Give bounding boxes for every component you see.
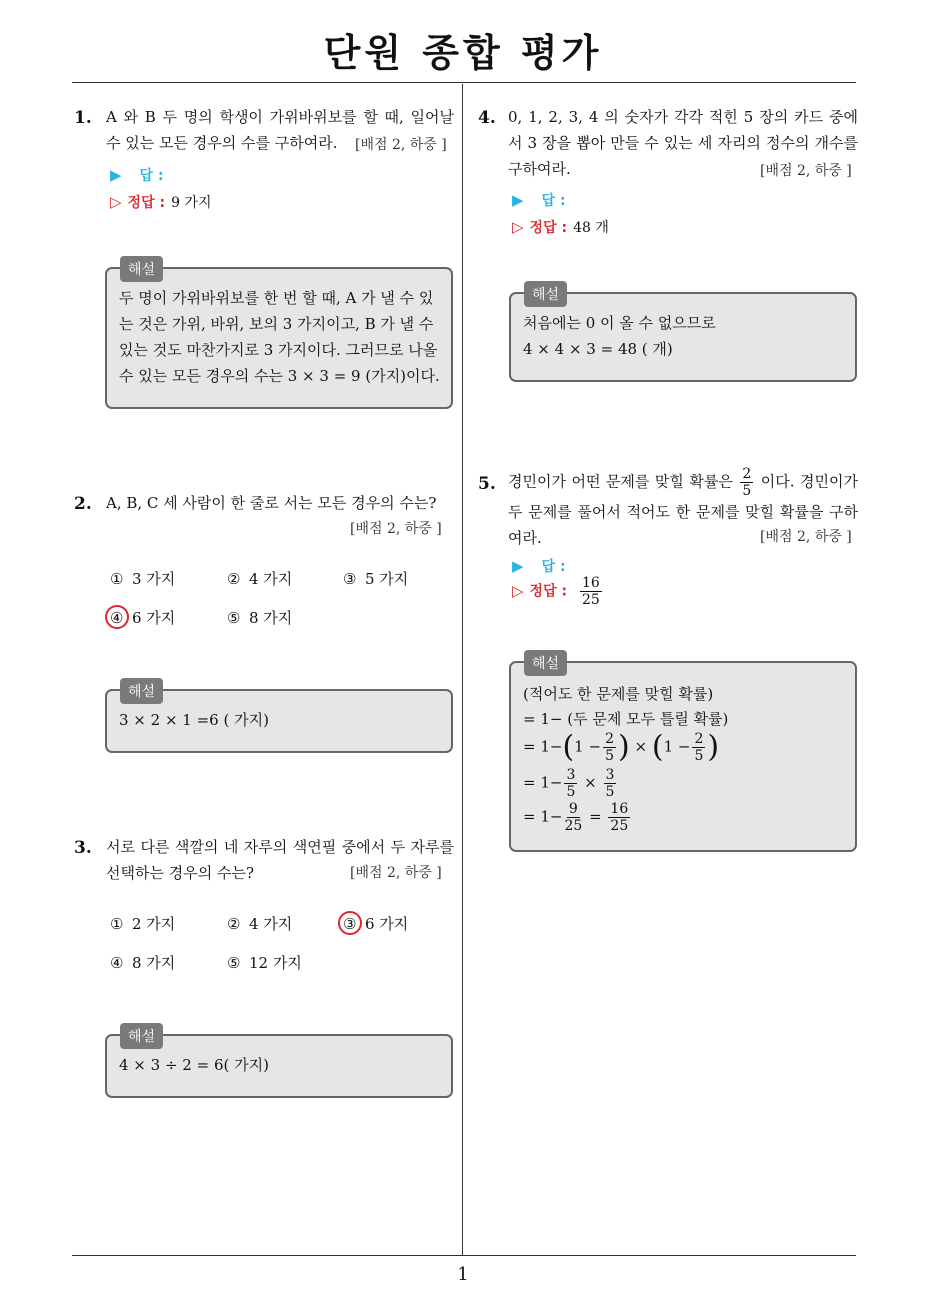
explanation-text: 4 × 3 ÷ 2 = 6( 가지) bbox=[119, 1056, 269, 1074]
question-text: 0, 1, 2, 3, 4 의 숫자가 각각 적힌 5 장의 카드 중에서 3 장을 뽑아 만들 수 있는 세 자리의 정수의 개수를 구하여라. bbox=[508, 108, 858, 178]
explanation-text: 두 명이 가위바위보를 한 번 할 때, A 가 낼 수 있는 것은 가위, 바위, 보의 3 가지이고, B 가 낼 수 있는 것도 마찬가지로 3 가지이다. 그러므로 나올 수 있는 모든 경우의 수는 3 × 3 = 9 (가지)이다. bbox=[119, 289, 440, 385]
question-number: 1. bbox=[74, 108, 92, 128]
explanation-box bbox=[509, 661, 857, 852]
correct-answer bbox=[512, 217, 609, 237]
correct-label: 정답 : bbox=[529, 220, 568, 236]
correct-arrow-icon: ▷ bbox=[110, 193, 122, 211]
explanation-line: 처음에는 0 이 올 수 없으므로 bbox=[523, 314, 716, 332]
page-title: 단원 종합 평가 bbox=[323, 31, 603, 75]
correct-answer bbox=[512, 575, 604, 608]
correct-value: 9 가지 bbox=[171, 195, 212, 211]
choice-1[interactable]: ① 3 가지 bbox=[110, 570, 176, 588]
choice-2[interactable]: ② 4 가지 bbox=[227, 915, 293, 933]
score-meta: [배점 2, 하중 ] bbox=[355, 137, 447, 153]
question-number: 5. bbox=[478, 474, 496, 494]
correct-value: 48 개 bbox=[573, 220, 609, 236]
column-divider bbox=[462, 84, 463, 1256]
explanation-line: = 1− $\frac{3}{5}$ × $\frac{3}{5}$ bbox=[523, 767, 615, 800]
score-meta: [배점 2, 하중 ] bbox=[350, 521, 442, 537]
question-text: A, B, C 세 사람이 한 줄로 서는 모든 경우의 수는? bbox=[106, 494, 437, 512]
selected-answer-circle bbox=[338, 911, 362, 935]
choice-3[interactable]: ③ 5 가지 bbox=[343, 570, 409, 588]
correct-arrow-icon: ▷ bbox=[512, 218, 524, 236]
correct-arrow-icon: ▷ bbox=[512, 581, 524, 600]
choice-5[interactable]: ⑤ 12 가지 bbox=[227, 954, 302, 972]
correct-answer bbox=[110, 192, 211, 212]
explanation-tag: 해설 bbox=[120, 256, 163, 282]
choice-3[interactable]: ③ 6 가지 bbox=[343, 915, 409, 933]
explanation-tag: 해설 bbox=[524, 650, 567, 676]
top-rule bbox=[72, 82, 856, 83]
answer-label: 답 : bbox=[139, 168, 164, 184]
question-number: 2. bbox=[74, 494, 92, 514]
correct-value: $\frac{16}{25}$ bbox=[581, 575, 600, 608]
explanation-box bbox=[105, 267, 453, 409]
choice-4[interactable]: ④ 8 가지 bbox=[110, 954, 176, 972]
explanation-tag: 해설 bbox=[120, 1023, 163, 1049]
answer-arrow-icon: ▶ bbox=[512, 191, 524, 209]
question-number: 4. bbox=[478, 108, 496, 128]
answer-arrow-icon: ▶ bbox=[110, 166, 122, 184]
answer-label: 답 : bbox=[541, 193, 566, 209]
selected-answer-circle bbox=[105, 605, 129, 629]
question-text: 서로 다른 색깔의 네 자루의 색연필 중에서 두 자루를 선택하는 경우의 수는? bbox=[106, 838, 454, 882]
score-meta: [배점 2, 하중 ] bbox=[760, 163, 852, 179]
explanation-line: 4 × 4 × 3 = 48 ( 개) bbox=[523, 340, 673, 358]
probability-fraction: $\frac{2}{5}$ bbox=[742, 466, 752, 499]
choice-1[interactable]: ① 2 가지 bbox=[110, 915, 176, 933]
explanation-tag: 해설 bbox=[524, 281, 567, 307]
answer-field[interactable] bbox=[512, 190, 566, 210]
bottom-rule bbox=[72, 1255, 856, 1256]
answer-field[interactable] bbox=[110, 165, 164, 185]
explanation-line: = 1− $\frac{9}{25}$ = $\frac{16}{25}$ bbox=[523, 801, 629, 834]
page-number: 1 bbox=[457, 1264, 469, 1285]
correct-label: 정답 : bbox=[127, 195, 166, 211]
question-number: 3. bbox=[74, 838, 92, 858]
correct-label: 정답 : bbox=[529, 583, 568, 600]
explanation-text: 3 × 2 × 1 =6 ( 가지) bbox=[119, 711, 269, 729]
choice-2[interactable]: ② 4 가지 bbox=[227, 570, 293, 588]
explanation-tag: 해설 bbox=[120, 678, 163, 704]
score-meta: [배점 2, 하중 ] bbox=[760, 529, 852, 545]
explanation-line: = 1− (두 문제 모두 틀릴 확률) bbox=[523, 710, 729, 728]
answer-field[interactable] bbox=[512, 556, 566, 576]
answer-label: 답 : bbox=[541, 559, 566, 575]
explanation-line: (적어도 한 문제를 맞힐 확률) bbox=[523, 685, 714, 703]
score-meta: [배점 2, 하중 ] bbox=[350, 865, 442, 881]
question-text: A 와 B 두 명의 학생이 가위바위보를 할 때, 일어날 수 있는 모든 경우의 수를 구하여라. bbox=[106, 108, 454, 152]
choice-5[interactable]: ⑤ 8 가지 bbox=[227, 609, 293, 627]
explanation-line: = 1−(1 − $\frac{2}{5}$ ) × (1 − $\frac{2}{5}$ ) bbox=[523, 729, 720, 765]
answer-arrow-icon: ▶ bbox=[512, 557, 524, 575]
choice-4[interactable]: ④ 6 가지 bbox=[110, 609, 176, 627]
question-text: 경민이가 어떤 문제를 맞힐 확률은 $\frac{2}{5}$ 이다. 경민이가 두 문제를 풀어서 적어도 한 문제를 맞힐 확률을 구하여라. bbox=[508, 466, 858, 547]
